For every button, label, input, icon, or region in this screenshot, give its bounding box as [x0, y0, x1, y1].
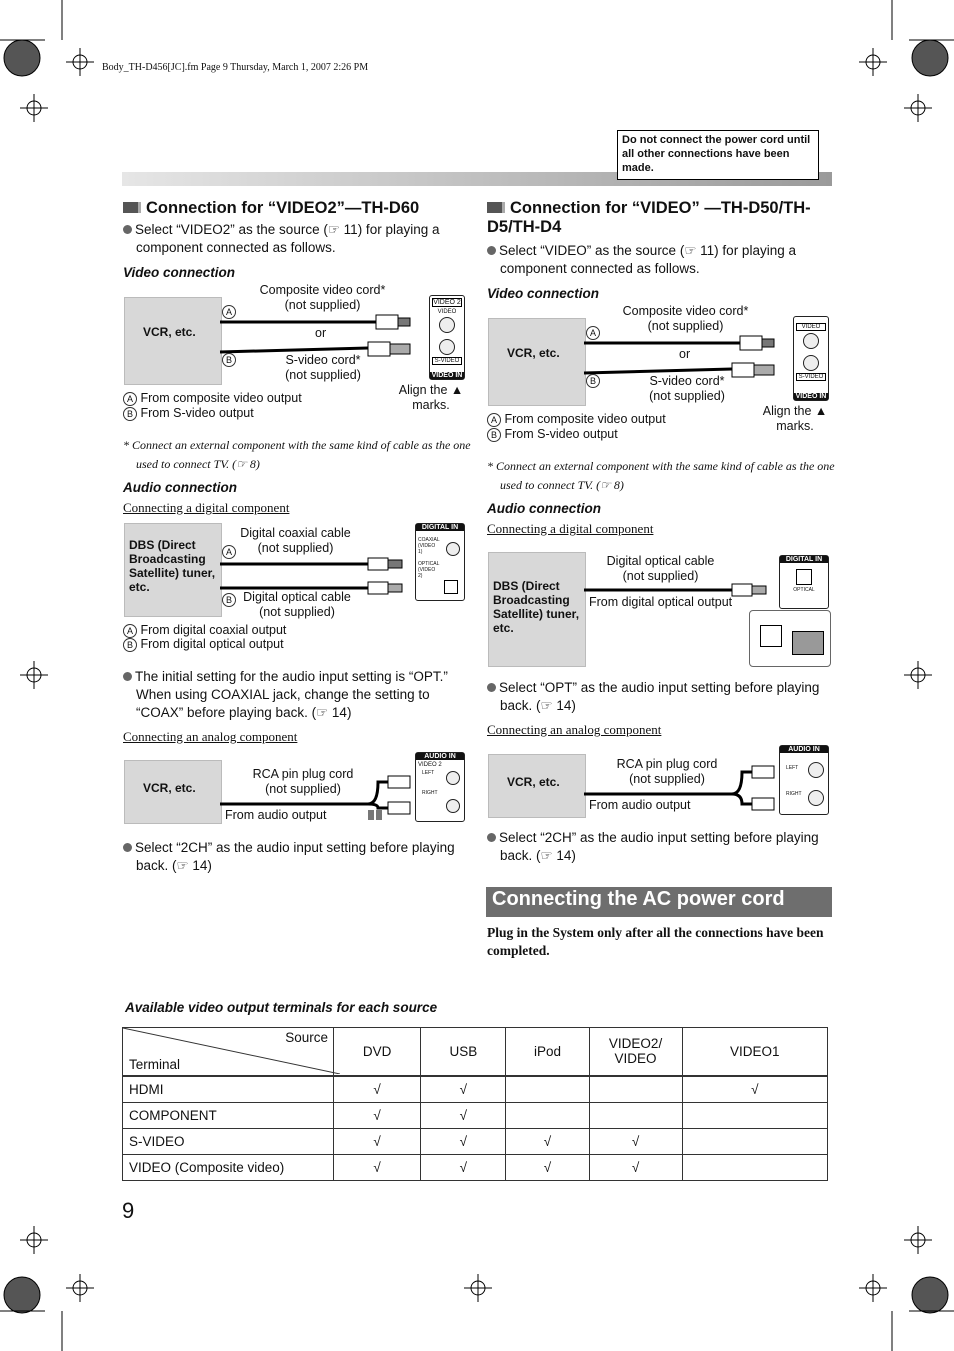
- optical-cable-svg: [582, 575, 782, 605]
- optical-plug-icon: [792, 631, 824, 655]
- cable-b-label: S-video cord* (not supplied): [649, 374, 725, 403]
- right-legend-b: B From S-video output: [487, 427, 618, 442]
- letter-a: A: [222, 305, 236, 319]
- right-footnote: * Connect an external component with the same kind of cable as the one used to connect TV. (☞ 8): [487, 459, 835, 492]
- digital-cables-svg: [218, 540, 418, 600]
- table-cell: [589, 1102, 682, 1128]
- letter-b: B: [123, 638, 137, 652]
- left-audio-heading: Audio connection: [123, 480, 237, 495]
- right-intro: Select “VIDEO” as the source (☞ 11) for playing a component connected as follows.: [487, 242, 845, 278]
- jack-head-label: DIGITAL IN: [780, 556, 828, 563]
- source-table: [122, 1027, 828, 1181]
- table-cell: √: [334, 1076, 421, 1103]
- jack-head-label: AUDIO IN: [780, 746, 828, 753]
- table-cell: √: [421, 1102, 506, 1128]
- coax-cable-label: Digital coaxial cable (not supplied): [240, 526, 351, 555]
- check-icon: [123, 672, 132, 681]
- device-label: VCR, etc.: [143, 781, 196, 795]
- check-icon: [487, 683, 496, 692]
- corner-top-label: Source: [285, 1030, 328, 1045]
- device-label: VCR, etc.: [143, 325, 196, 339]
- ac-title: Connecting the AC power cord: [492, 888, 785, 910]
- row-label: HDMI: [123, 1076, 334, 1103]
- letter-b: B: [487, 428, 501, 442]
- composite-jack-icon: [803, 333, 819, 349]
- table-cell: √: [421, 1128, 506, 1154]
- optical-cable-label: Digital optical cable (not supplied): [243, 590, 351, 619]
- cable-a-label: Composite video cord* (not supplied): [259, 283, 386, 312]
- jack-opt-label: OPTICAL (VIDEO 2): [418, 561, 440, 579]
- right-title: Connection for “VIDEO” —TH-D50/TH-D5/TH-D4: [487, 199, 811, 236]
- table-cell: √: [506, 1154, 589, 1180]
- video-in-jack: [429, 295, 465, 380]
- table-row: [123, 1128, 828, 1154]
- table-cell: √: [334, 1102, 421, 1128]
- row-label: COMPONENT: [123, 1102, 334, 1128]
- from-optical-label: From digital optical output: [589, 595, 733, 609]
- row-label: VIDEO (Composite video): [123, 1154, 334, 1180]
- optical-jack-icon: [444, 580, 458, 594]
- table-cell: √: [589, 1128, 682, 1154]
- column-header: VIDEO2/ VIDEO: [589, 1028, 682, 1076]
- table-header-row: [123, 1028, 828, 1076]
- letter-a: A: [487, 413, 501, 427]
- dbs-device: [124, 523, 222, 617]
- table-cell: [506, 1102, 589, 1128]
- right-digital-link: Connecting a digital component: [487, 521, 654, 536]
- svideo-jack-icon: [803, 355, 819, 371]
- device-label: DBS (Direct Broadcasting Satellite) tuner, etc.: [493, 579, 580, 635]
- table-cell: [589, 1076, 682, 1103]
- left-legend-a: A From composite video output: [123, 391, 302, 406]
- column-header: USB: [421, 1028, 506, 1076]
- optical-jack-icon: [796, 569, 812, 585]
- letter-a: A: [123, 624, 137, 638]
- left-ch-note: Select “2CH” as the audio input setting before playing back. (☞ 14): [123, 839, 466, 875]
- jack-footer-label: VIDEO IN: [431, 372, 463, 379]
- right-analog-link: Connecting an analog component: [487, 722, 662, 737]
- ac-text: Plug in the System only after all the connections have been completed.: [487, 925, 824, 958]
- vcr-device: [488, 754, 586, 818]
- right-jack-icon: [446, 799, 460, 813]
- vcr-device: [124, 760, 222, 824]
- dbs-device: [488, 552, 586, 667]
- letter-b: B: [222, 593, 236, 607]
- notice-box: Do not connect the power cord until all other connections have been made.: [617, 130, 819, 180]
- table-cell: √: [589, 1154, 682, 1180]
- jack-head-label: AUDIO IN: [416, 753, 464, 760]
- video-cables-svg: [218, 300, 433, 380]
- table-cell: [682, 1128, 827, 1154]
- svideo-jack-icon: [439, 339, 455, 355]
- left-jack-icon: [808, 762, 824, 778]
- table-cell: √: [506, 1128, 589, 1154]
- letter-a: A: [123, 392, 137, 406]
- table-row: [123, 1076, 828, 1103]
- column-header: DVD: [334, 1028, 421, 1076]
- jack-head-label: DIGITAL IN: [416, 524, 464, 531]
- table-caption: Available video output terminals for each source: [125, 1000, 438, 1015]
- or-label: or: [315, 326, 327, 340]
- digital-in-jack: [779, 555, 829, 609]
- vcr-device: [488, 318, 586, 406]
- optical-port-icon: [760, 625, 782, 647]
- jack-video-label: VIDEO: [796, 323, 826, 331]
- table-row: [123, 1154, 828, 1180]
- file-info: Body_TH-D456[JC].fm Page 9 Thursday, March 1, 2007 2:26 PM: [102, 62, 369, 73]
- check-icon: [487, 246, 496, 255]
- letter-b: B: [586, 374, 600, 388]
- left-opt-note: The initial setting for the audio input setting is “OPT.” When using COAXIAL jack, change the setting to “COAX” before playing back. (☞ 14): [123, 668, 478, 722]
- rca-cable-label: RCA pin plug cord (not supplied): [252, 767, 354, 796]
- coax-jack-icon: [446, 542, 460, 556]
- table-cell: [682, 1154, 827, 1180]
- check-icon: [487, 833, 496, 842]
- table-cell: √: [682, 1076, 827, 1103]
- table-cell: √: [334, 1154, 421, 1180]
- composite-jack-icon: [439, 317, 455, 333]
- optical-cable-label: Digital optical cable (not supplied): [606, 554, 715, 583]
- rca-cables-svg: [582, 760, 782, 815]
- vcr-device: [124, 297, 222, 385]
- jack-sub-label: VIDEO 2: [418, 762, 442, 768]
- left-digital-link: Connecting a digital component: [123, 500, 290, 515]
- rca-cables-svg: [218, 770, 418, 825]
- jack-left-label: LEFT: [422, 770, 435, 776]
- letter-a: A: [586, 326, 600, 340]
- jack-right-label: RIGHT: [422, 790, 438, 796]
- digital-in-jack: [415, 523, 465, 601]
- from-audio-label: From audio output: [225, 808, 327, 822]
- page-number: 9: [122, 1198, 135, 1223]
- jack-video-label: VIDEO: [437, 309, 457, 315]
- letter-b: B: [222, 353, 236, 367]
- corner-bottom-label: Terminal: [129, 1056, 181, 1072]
- table-cell: √: [334, 1128, 421, 1154]
- ac-title-bar: [486, 887, 832, 917]
- section-square-icon: [123, 202, 141, 213]
- jack-svideo-label: S-VIDEO: [796, 373, 826, 381]
- left-title: Connection for “VIDEO2”—TH-D60: [123, 199, 419, 218]
- left-intro: Select “VIDEO2” as the source (☞ 11) for playing a component connected as follows.: [123, 221, 471, 257]
- table-row: [123, 1102, 828, 1128]
- align-label: Align the ▲ marks.: [398, 383, 464, 412]
- jack-footer-label: VIDEO IN: [795, 393, 827, 400]
- left-digital-legend-b: B From digital optical output: [123, 637, 284, 652]
- right-video-heading: Video connection: [487, 286, 600, 301]
- from-audio-label: From audio output: [589, 798, 691, 812]
- audio-in-jack: [415, 752, 465, 822]
- column-header: VIDEO1: [682, 1028, 827, 1076]
- section-square-icon: [487, 202, 505, 213]
- cable-b-label: S-video cord* (not supplied): [285, 353, 361, 382]
- or-label: or: [679, 347, 691, 361]
- video-in-jack: [793, 316, 829, 401]
- left-jack-icon: [446, 771, 460, 785]
- device-label: VCR, etc.: [507, 775, 560, 789]
- jack-left-label: LEFT: [786, 765, 799, 771]
- left-footnote: * Connect an external component with the same kind of cable as the one used to connect TV. (☞ 8): [123, 438, 471, 471]
- device-label: DBS (Direct Broadcasting Satellite) tuner, etc.: [129, 538, 216, 594]
- jack-right-label: RIGHT: [786, 791, 802, 797]
- row-label: S-VIDEO: [123, 1128, 334, 1154]
- table-cell: √: [421, 1154, 506, 1180]
- left-analog-link: Connecting an analog component: [123, 729, 298, 744]
- right-opt-note: Select “OPT” as the audio input setting before playing back. (☞ 14): [487, 679, 830, 715]
- rca-cable-label: RCA pin plug cord (not supplied): [616, 757, 718, 786]
- jack-top-label: VIDEO 2: [433, 299, 461, 306]
- cable-a-label: Composite video cord* (not supplied): [622, 304, 749, 333]
- jack-coax-label: COAXIAL (VIDEO 1): [418, 537, 440, 555]
- table-cell: [506, 1076, 589, 1103]
- letter-b: B: [123, 407, 137, 421]
- check-icon: [123, 225, 132, 234]
- right-jack-icon: [808, 790, 824, 806]
- right-ch-note: Select “2CH” as the audio input setting before playing back. (☞ 14): [487, 829, 830, 865]
- table-cell: √: [421, 1076, 506, 1103]
- jack-opt-label: OPTICAL: [793, 587, 815, 593]
- corner-cell: [123, 1028, 334, 1076]
- device-label: VCR, etc.: [507, 346, 560, 360]
- video-cables-svg: [582, 321, 797, 401]
- right-legend-a: A From composite video output: [487, 412, 666, 427]
- align-label: Align the ▲ marks.: [762, 404, 828, 433]
- left-legend-b: B From S-video output: [123, 406, 254, 421]
- optical-detail-inset: [749, 610, 831, 667]
- letter-a: A: [222, 545, 236, 559]
- table-cell: [682, 1102, 827, 1128]
- audio-in-jack: [779, 745, 829, 815]
- check-icon: [123, 843, 132, 852]
- right-audio-heading: Audio connection: [487, 501, 601, 516]
- left-video-heading: Video connection: [123, 265, 236, 280]
- column-header: iPod: [506, 1028, 589, 1076]
- jack-svideo-label: S-VIDEO: [432, 357, 462, 365]
- left-digital-legend-a: A From digital coaxial output: [123, 623, 286, 638]
